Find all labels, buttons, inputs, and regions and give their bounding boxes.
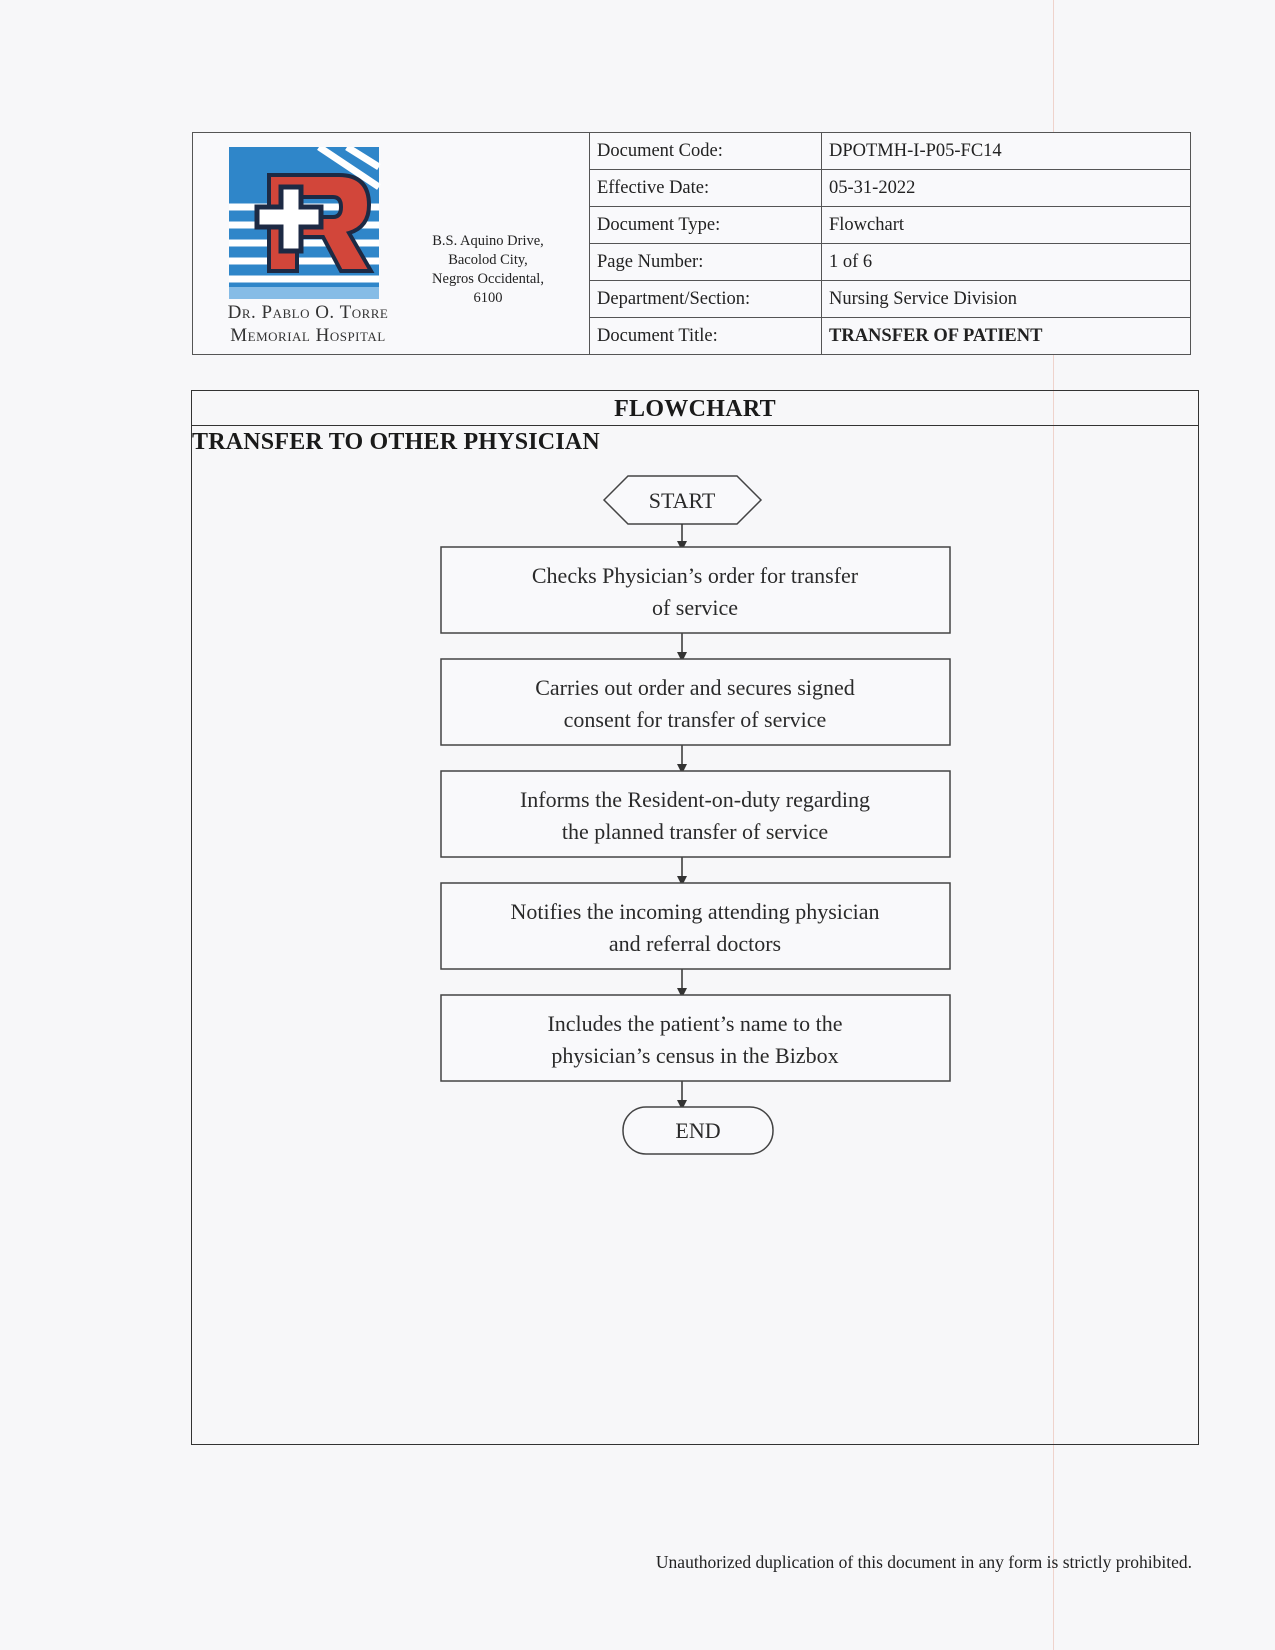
meta-value: 1 of 6 — [829, 251, 873, 272]
meta-row-page-number — [590, 244, 1190, 281]
step-5-line-1: Includes the patient’s name to the — [547, 1011, 843, 1036]
address-line: B.S. Aquino Drive, — [432, 233, 544, 249]
logo-cell — [193, 133, 590, 354]
meta-row-department — [590, 281, 1190, 318]
hospital-name-line1: Dr. Pablo O. Torre — [227, 302, 389, 323]
step-2-line-1: Carries out order and secures signed — [535, 675, 855, 700]
process-step-5 — [441, 995, 950, 1081]
process-step-3 — [441, 771, 950, 857]
meta-value: 05-31-2022 — [829, 177, 916, 198]
step-2-line-2: consent for transfer of service — [563, 707, 827, 732]
section-title: TRANSFER TO OTHER PHYSICIAN — [192, 429, 600, 455]
meta-row-effective-date — [590, 170, 1190, 207]
meta-value: Nursing Service Division — [829, 288, 1018, 309]
meta-value: TRANSFER OF PATIENT — [829, 325, 1043, 346]
hospital-name — [201, 301, 415, 347]
step-3-line-2: the planned transfer of service — [561, 819, 829, 844]
flowchart-title: FLOWCHART — [192, 391, 1198, 426]
meta-label: Department/Section: — [590, 281, 822, 317]
hospital-address — [415, 232, 561, 308]
hospital-logo — [229, 147, 389, 299]
step-1-line-1: Checks Physician’s order for transfer — [531, 563, 859, 588]
meta-row-document-type — [590, 207, 1190, 244]
meta-label: Page Number: — [590, 244, 822, 280]
flowchart-frame — [191, 390, 1199, 1445]
meta-value: Flowchart — [829, 214, 905, 235]
step-4-line-2: and referral doctors — [608, 931, 782, 956]
step-1-line-2: of service — [651, 595, 739, 620]
process-step-4 — [441, 883, 950, 969]
meta-label: Document Code: — [590, 133, 822, 169]
meta-label: Document Type: — [590, 207, 822, 243]
meta-value: DPOTMH-I-P05-FC14 — [829, 140, 1002, 161]
process-step-2 — [441, 659, 950, 745]
address-line: 6100 — [473, 290, 503, 306]
step-3-line-1: Informs the Resident-on-duty regarding — [519, 787, 871, 812]
meta-row-document-code — [590, 133, 1190, 170]
start-label: START — [648, 488, 716, 513]
flowchart-diagram — [192, 391, 1198, 1444]
meta-row-document-title — [590, 318, 1190, 354]
end-label: END — [675, 1118, 721, 1143]
hospital-name-line2: Memorial Hospital — [230, 325, 386, 346]
meta-label: Effective Date: — [590, 170, 822, 206]
process-step-1 — [441, 547, 950, 633]
address-line: Bacolod City, — [448, 252, 528, 268]
meta-label: Document Title: — [590, 318, 822, 354]
document-header — [192, 132, 1191, 355]
document-meta-table — [590, 133, 1190, 354]
address-line: Negros Occidental, — [432, 271, 544, 287]
step-5-line-2: physician’s census in the Bizbox — [551, 1043, 839, 1068]
footer-notice: Unauthorized duplication of this document in any form is strictly prohibited. — [655, 1552, 1192, 1572]
step-4-line-1: Notifies the incoming attending physician — [510, 899, 880, 924]
